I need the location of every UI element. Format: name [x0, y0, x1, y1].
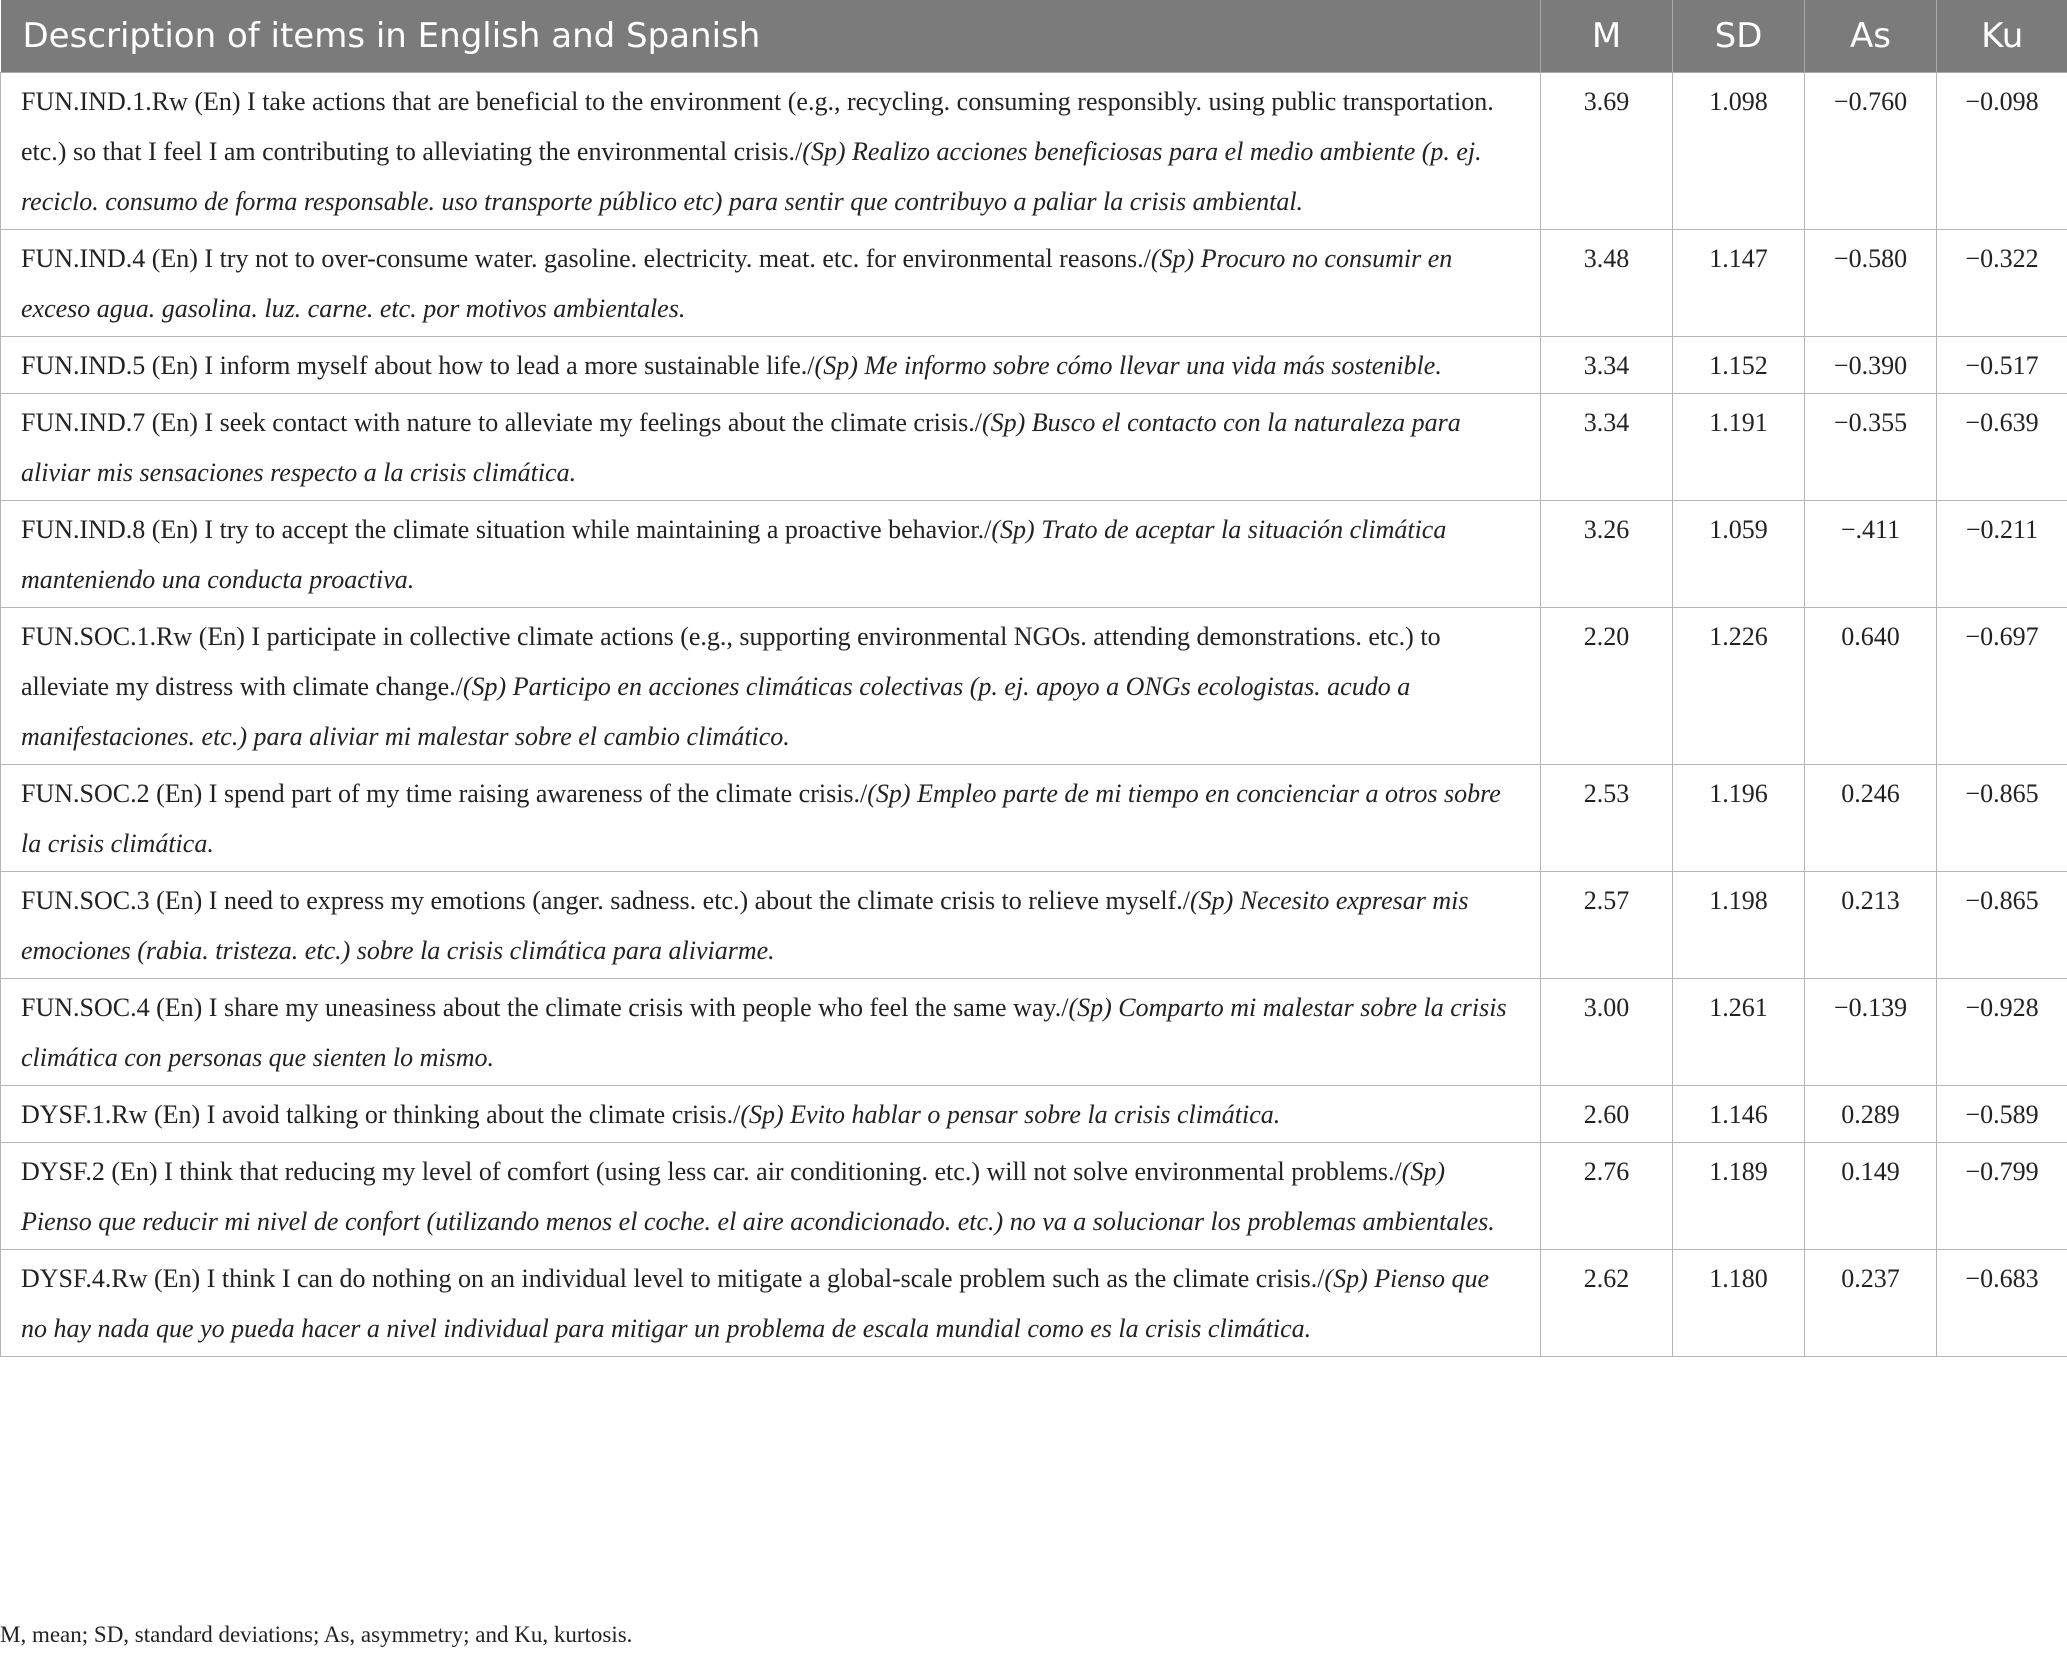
item-description [1, 1142, 1541, 1249]
cell-mean: 3.00 [1541, 978, 1673, 1085]
item-text-en: FUN.SOC.2 (En) I spend part of my time raising awareness of the climate crisis./ [21, 778, 868, 808]
table-row [1, 1142, 2067, 1249]
cell-kurtosis: −0.322 [1937, 229, 2067, 336]
table-row [1, 500, 2067, 607]
item-text-en: FUN.IND.1.Rw (En) I take actions that are beneficial to the environment (e.g., recycling. consuming responsibly. using public transportation. etc.) so that I feel I am contributing to alleviating the environmental crisis./ [21, 86, 1494, 166]
item-text-sp: (Sp) Necesito expresar mis emociones (rabia. tristeza. etc.) sobre la crisis climática para aliviarme. [21, 885, 1469, 965]
table-row [1, 607, 2067, 764]
cell-mean: 3.34 [1541, 336, 1673, 393]
cell-kurtosis: −0.697 [1937, 607, 2067, 764]
item-text-sp: (Sp) Me informo sobre cómo llevar una vida más sostenible. [814, 350, 1442, 380]
item-text-sp: (Sp) Procuro no consumir en exceso agua. gasolina. luz. carne. etc. por motivos ambientales. [21, 243, 1453, 323]
table-row [1, 1085, 2067, 1142]
table-row [1, 72, 2067, 229]
cell-kurtosis: −0.639 [1937, 393, 2067, 500]
item-text-en: FUN.IND.5 (En) I inform myself about how to lead a more sustainable life./ [21, 350, 815, 380]
table-row [1, 764, 2067, 871]
cell-kurtosis: −0.865 [1937, 871, 2067, 978]
header-kurtosis: Ku [1937, 0, 2067, 72]
cell-kurtosis: −0.683 [1937, 1249, 2067, 1356]
cell-asymmetry: 0.640 [1805, 607, 1937, 764]
cell-mean: 2.62 [1541, 1249, 1673, 1356]
header-mean: M [1541, 0, 1673, 72]
cell-kurtosis: −0.928 [1937, 978, 2067, 1085]
cell-sd: 1.180 [1673, 1249, 1805, 1356]
item-text-en: FUN.IND.8 (En) I try to accept the climate situation while maintaining a proactive behavior./ [21, 514, 992, 544]
cell-asymmetry: −0.355 [1805, 393, 1937, 500]
table-row [1, 229, 2067, 336]
item-text-sp: (Sp) Realizo acciones beneficiosas para el medio ambiente (p. ej. reciclo. consumo de forma responsable. uso transporte público etc) para sentir que contribuyo a paliar la crisis ambiental. [21, 136, 1482, 216]
cell-asymmetry: −0.390 [1805, 336, 1937, 393]
item-description [1, 500, 1541, 607]
cell-asymmetry: −0.760 [1805, 72, 1937, 229]
cell-sd: 1.059 [1673, 500, 1805, 607]
cell-kurtosis: −0.589 [1937, 1085, 2067, 1142]
item-description [1, 1085, 1541, 1142]
item-text-sp: (Sp) Trato de aceptar la situación climática manteniendo una conducta proactiva. [21, 514, 1447, 594]
cell-kurtosis: −0.211 [1937, 500, 2067, 607]
item-description [1, 229, 1541, 336]
cell-mean: 2.60 [1541, 1085, 1673, 1142]
cell-asymmetry: 0.149 [1805, 1142, 1937, 1249]
cell-mean: 2.57 [1541, 871, 1673, 978]
item-text-en: FUN.SOC.3 (En) I need to express my emotions (anger. sadness. etc.) about the climate crisis to relieve myself./ [21, 885, 1190, 915]
cell-kurtosis: −0.799 [1937, 1142, 2067, 1249]
table-body [1, 72, 2067, 1356]
cell-kurtosis: −0.098 [1937, 72, 2067, 229]
item-description [1, 607, 1541, 764]
cell-sd: 1.146 [1673, 1085, 1805, 1142]
cell-asymmetry: 0.246 [1805, 764, 1937, 871]
table-row [1, 393, 2067, 500]
header-sd: SD [1673, 0, 1805, 72]
cell-asymmetry: −.411 [1805, 500, 1937, 607]
item-description [1, 978, 1541, 1085]
cell-asymmetry: 0.289 [1805, 1085, 1937, 1142]
item-description [1, 72, 1541, 229]
cell-kurtosis: −0.865 [1937, 764, 2067, 871]
item-description [1, 1249, 1541, 1356]
cell-mean: 3.48 [1541, 229, 1673, 336]
cell-mean: 3.34 [1541, 393, 1673, 500]
cell-mean: 3.26 [1541, 500, 1673, 607]
table-row [1, 978, 2067, 1085]
item-description [1, 764, 1541, 871]
item-text-sp: (Sp) Pienso que no hay nada que yo pueda hacer a nivel individual para mitigar un problema de escala mundial como es la crisis climática. [21, 1263, 1490, 1343]
cell-asymmetry: −0.139 [1805, 978, 1937, 1085]
cell-mean: 2.53 [1541, 764, 1673, 871]
header-description: Description of items in English and Spanish [1, 0, 1541, 72]
table-row [1, 1249, 2067, 1356]
table-footnote: M, mean; SD, standard deviations; As, asymmetry; and Ku, kurtosis. [0, 1622, 633, 1647]
cell-sd: 1.189 [1673, 1142, 1805, 1249]
item-text-en: DYSF.1.Rw (En) I avoid talking or thinking about the climate crisis./ [21, 1099, 741, 1129]
item-text-en: FUN.SOC.4 (En) I share my uneasiness about the climate crisis with people who feel the same way./ [21, 992, 1069, 1022]
table-header [1, 0, 2067, 72]
cell-mean: 3.69 [1541, 72, 1673, 229]
item-text-en: FUN.IND.7 (En) I seek contact with nature to alleviate my feelings about the climate crisis./ [21, 407, 982, 437]
item-text-en: DYSF.4.Rw (En) I think I can do nothing on an individual level to mitigate a global-scale problem such as the climate crisis./ [21, 1263, 1325, 1293]
cell-sd: 1.198 [1673, 871, 1805, 978]
item-description [1, 871, 1541, 978]
cell-sd: 1.261 [1673, 978, 1805, 1085]
item-text-sp: (Sp) Comparto mi malestar sobre la crisis climática con personas que sienten lo mismo. [21, 992, 1507, 1072]
item-text-en: FUN.SOC.1.Rw (En) I participate in collective climate actions (e.g., supporting environmental NGOs. attending demonstrations. etc.) to alleviate my distress with climate change./ [21, 621, 1441, 701]
cell-sd: 1.098 [1673, 72, 1805, 229]
cell-sd: 1.191 [1673, 393, 1805, 500]
cell-sd: 1.226 [1673, 607, 1805, 764]
cell-sd: 1.152 [1673, 336, 1805, 393]
cell-kurtosis: −0.517 [1937, 336, 2067, 393]
cell-mean: 2.20 [1541, 607, 1673, 764]
cell-sd: 1.147 [1673, 229, 1805, 336]
table-row [1, 336, 2067, 393]
item-text-sp: (Sp) Busco el contacto con la naturaleza para aliviar mis sensaciones respecto a la crisis climática. [21, 407, 1461, 487]
item-text-en: FUN.IND.4 (En) I try not to over-consume water. gasoline. electricity. meat. etc. for environmental reasons./ [21, 243, 1151, 273]
item-text-sp: (Sp) Empleo parte de mi tiempo en concienciar a otros sobre la crisis climática. [21, 778, 1501, 858]
cell-asymmetry: 0.213 [1805, 871, 1937, 978]
header-asymmetry: As [1805, 0, 1937, 72]
cell-sd: 1.196 [1673, 764, 1805, 871]
item-text-en: DYSF.2 (En) I think that reducing my level of comfort (using less car. air conditioning. etc.) will not solve environmental problems./ [21, 1156, 1402, 1186]
item-text-sp: (Sp) Pienso que reducir mi nivel de confort (utilizando menos el coche. el aire acondicionado. etc.) no va a solucionar los problemas ambientales. [21, 1156, 1495, 1236]
header-row [1, 0, 2067, 72]
cell-asymmetry: 0.237 [1805, 1249, 1937, 1356]
cell-mean: 2.76 [1541, 1142, 1673, 1249]
item-text-sp: (Sp) Evito hablar o pensar sobre la crisis climática. [740, 1099, 1281, 1129]
item-description [1, 336, 1541, 393]
item-text-sp: (Sp) Participo en acciones climáticas colectivas (p. ej. apoyo a ONGs ecologistas. acudo a manifestaciones. etc.) para aliviar mi malestar sobre el cambio climático. [21, 671, 1411, 751]
item-description [1, 393, 1541, 500]
table-row [1, 871, 2067, 978]
cell-asymmetry: −0.580 [1805, 229, 1937, 336]
